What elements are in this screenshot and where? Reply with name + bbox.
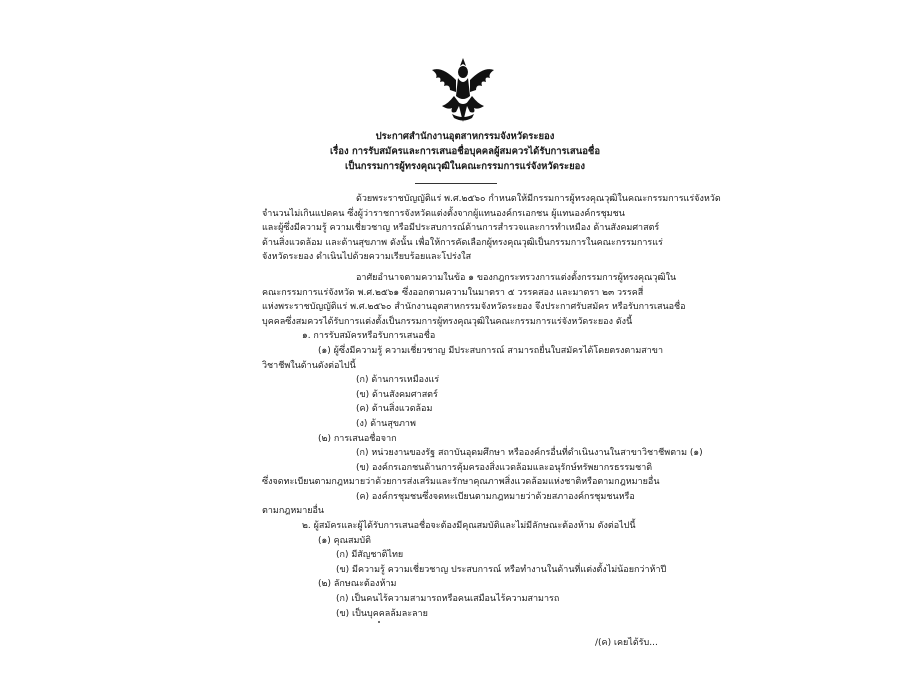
list-item: (๑) ผู้ซึ่งมีความรู้ ความเชี่ยวชาญ มีประสบการณ์ สามารถยื่นใบสมัครได้โดยตรงตามสาขา <box>318 345 664 356</box>
announcement-title: ประกาศสำนักงานอุตสาหกรรมจังหวัดระยอง <box>375 131 555 142</box>
list-item: (ก) หน่วยงานของรัฐ สถาบันอุดมศึกษา หรือองค์กรอื่นที่ดำเนินงานในสาขาวิชาชีพตาม (๑) <box>356 448 703 459</box>
paragraph-line: ด้วยพระราชบัญญัติแร่ พ.ศ.๒๕๖๐ กำหนดให้มีกรรมการผู้ทรงคุณวุฒิในคณะกรรมการแร่จังหวัด <box>356 194 721 204</box>
list-item: (๒) ลักษณะต้องห้าม <box>318 579 397 590</box>
paragraph-line: อาศัยอำนาจตามความในข้อ ๑ ของกฎกระทรวงการแต่งตั้งกรรมการผู้ทรงคุณวุฒิใน <box>356 272 677 283</box>
list-item: (๑) คุณสมบัติ <box>318 535 371 546</box>
scan-speck <box>378 621 380 623</box>
paragraph-line: และผู้ซึ่งมีความรู้ ความเชี่ยวชาญ หรือมีประสบการณ์ด้านการสำรวจและการทำเหมือง ด้านสังคมศาสตร์ <box>262 223 660 234</box>
section-heading: ๑. การรับสมัครหรือรับการเสนอชื่อ <box>302 331 436 342</box>
list-item: (ข) องค์กรเอกชนด้านการคุ้มครองสิ่งแวดล้อมและอนุรักษ์ทรัพยากรธรรมชาติ <box>356 462 653 473</box>
announcement-subject-continued: เป็นกรรมการผู้ทรงคุณวุฒิในคณะกรรมการแร่จังหวัดระยอง <box>345 161 585 172</box>
section-heading: ๒. ผู้สมัครและผู้ได้รับการเสนอชื่อจะต้องมีคุณสมบัติและไม่มีลักษณะต้องห้าม ดังต่อไปนี้ <box>302 521 636 532</box>
list-item: (ข) มีความรู้ ความเชี่ยวชาญ ประสบการณ์ หรือทำงานในด้านที่แต่งตั้งไม่น้อยกว่าห้าปี <box>336 564 667 575</box>
list-item: (๒) การเสนอชื่อจาก <box>318 433 397 444</box>
page-continuation: /(ค) เคยได้รับ... <box>595 638 658 648</box>
list-item: วิชาชีพในด้านดังต่อไปนี้ <box>262 360 356 371</box>
title-divider <box>415 183 497 184</box>
list-item: (ก) ด้านการเหมืองแร่ <box>356 375 440 386</box>
list-item: (ค) ด้านสิ่งแวดล้อม <box>356 404 433 415</box>
paragraph-line: จังหวัดระยอง ดำเนินไปด้วยความเรียบร้อยและโปร่งใส <box>262 252 472 263</box>
list-item: (ก) มีสัญชาติไทย <box>336 550 404 561</box>
list-item: (ข) ด้านสังคมศาสตร์ <box>356 389 438 400</box>
paragraph-line: ด้านสิ่งแวดล้อม และด้านสุขภาพ ดังนั้น เพื่อให้การคัดเลือกผู้ทรงคุณวุฒิเป็นกรรมการในคณะกรรมการแร่ <box>262 237 663 248</box>
list-item: ตามกฎหมายอื่น <box>262 506 325 517</box>
paragraph-line: บุคคลซึ่งสมควรได้รับการแต่งตั้งเป็นกรรมการผู้ทรงคุณวุฒิในคณะกรรมการแร่จังหวัดระยอง ดังนี้ <box>262 316 633 327</box>
paragraph-line: จำนวนไม่เกินแปดคน ซึ่งผู้ว่าราชการจังหวัดแต่งตั้งจากผู้แทนองค์กรเอกชน ผู้แทนองค์กรชุมชน <box>262 208 625 219</box>
list-item: (ก) เป็นคนไร้ความสามารถหรือคนเสมือนไร้ความสามารถ <box>336 594 560 605</box>
list-item: ซึ่งจดทะเบียนตามกฎหมายว่าด้วยการส่งเสริมและรักษาคุณภาพสิ่งแวดล้อมแห่งชาติหรือตามกฎหมายอื่น <box>262 477 660 488</box>
list-item: (ค) องค์กรชุมชนซึ่งจดทะเบียนตามกฎหมายว่าด้วยสภาองค์กรชุมชนหรือ <box>356 491 635 502</box>
paragraph-line: แห่งพระราชบัญญัติแร่ พ.ศ.๒๕๖๐ สำนักงานอุตสาหกรรมจังหวัดระยอง จึงประกาศรับสมัคร หรือรับการเสนอชื่อ <box>262 302 686 313</box>
announcement-subject: เรื่อง การรับสมัครและการเสนอชื่อบุคคลผู้สมควรได้รับการเสนอชื่อ <box>329 146 601 157</box>
document-body <box>262 192 721 621</box>
list-item: (ง) ด้านสุขภาพ <box>356 418 416 429</box>
paragraph-line: คณะกรรมการแร่จังหวัด พ.ศ.๒๕๖๑ ซึ่งออกตามความในมาตรา ๕ วรรคสอง และมาตรา ๒๓ วรรคสี่ <box>262 287 644 298</box>
list-item: (ข) เป็นบุคคลล้มละลาย <box>336 608 428 619</box>
garuda-emblem-icon <box>428 56 498 124</box>
